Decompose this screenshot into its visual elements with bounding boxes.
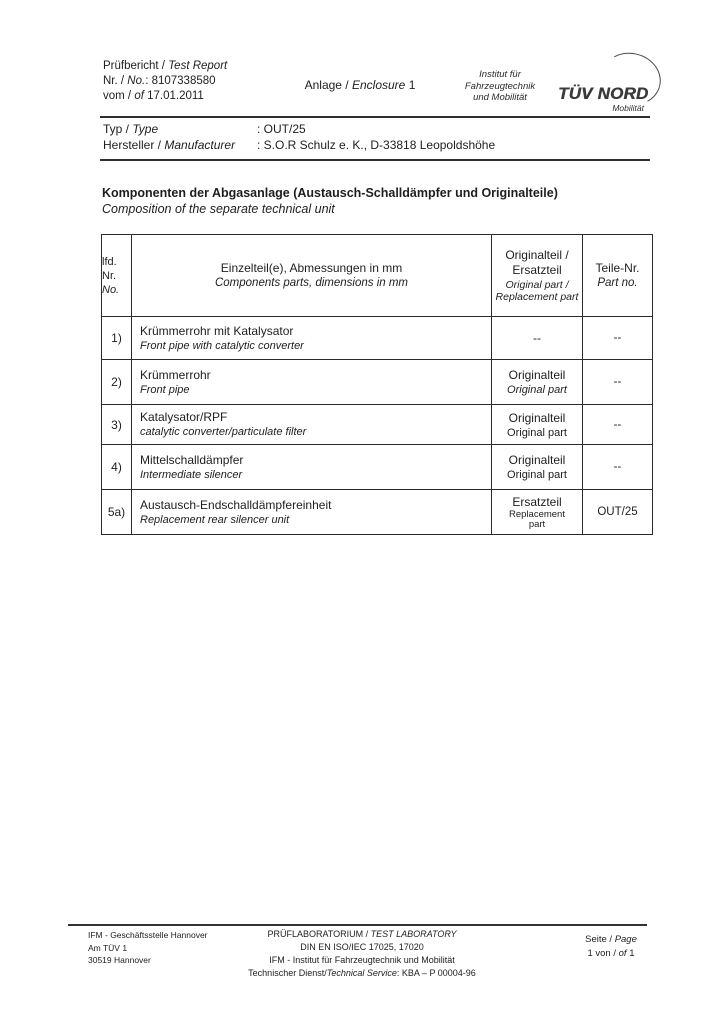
table-row	[102, 360, 653, 405]
tuev-nord-logo	[558, 84, 658, 113]
footer-lab-line2: DIN EN ISO/IEC 17025, 17020	[300, 942, 424, 952]
meta-rule	[100, 159, 650, 161]
section-heading	[102, 186, 558, 217]
manufacturer-row	[103, 138, 495, 154]
institute-line-1: Institut für	[479, 69, 521, 80]
row-part-en: Replacement rear silencer unit	[140, 513, 290, 526]
report-date-label-de: vom /	[103, 90, 135, 102]
row-part-de: Krümmerrohr	[140, 367, 211, 382]
institute-line-2: Fahrzeugtechnik	[464, 80, 536, 92]
footer-lab-line4-de: Technischer Dienst/	[248, 968, 327, 978]
manufacturer-label-en: Manufacturer	[164, 137, 236, 152]
enclosure-label-de: Anlage /	[304, 78, 352, 92]
row-part	[132, 445, 492, 490]
row-number: 4)	[102, 445, 132, 490]
row-number: 3)	[102, 405, 132, 445]
row-part-de: Katalysator/RPF	[140, 410, 228, 424]
header-no-line3: No.	[102, 283, 120, 296]
header-part-en: Components parts, dimensions in mm	[214, 277, 409, 289]
row-kind-en: Original part	[507, 426, 567, 439]
enclosure-label	[250, 78, 470, 92]
row-number: 1)	[102, 317, 132, 360]
report-number-value: : 8107338580	[145, 75, 216, 87]
table-row	[102, 445, 653, 490]
table-row	[102, 490, 653, 535]
logo-wordmark: TÜV NORD	[558, 84, 649, 103]
header-cell-kind	[492, 235, 583, 317]
footer-lab-info	[162, 928, 562, 980]
type-label-en: Type	[132, 122, 159, 136]
table-row	[102, 405, 653, 445]
row-number: 2)	[102, 360, 132, 405]
row-kind-de: Originalteil	[508, 410, 566, 425]
report-title-de: Prüfbericht /	[103, 60, 169, 72]
page-label-en: Page	[614, 934, 637, 945]
page-number-value: 1	[626, 948, 635, 959]
row-number: 5a)	[102, 490, 132, 535]
row-kind	[492, 490, 583, 535]
footer-lab-line4-kba: : KBA – P 00004-96	[396, 968, 476, 978]
report-date	[103, 89, 227, 104]
type-label	[103, 122, 257, 138]
row-part-en: catalytic converter/particulate filter	[140, 426, 307, 438]
manufacturer-value: : S.O.R Schulz e. K., D-33818 Leopoldshöhe	[257, 137, 496, 152]
row-part-en: Intermediate silencer	[140, 468, 243, 481]
footer-lab-line1-de: PRÜFLABORATORIUM /	[267, 929, 371, 939]
row-partno: --	[583, 360, 653, 405]
row-partno: OUT/25	[583, 490, 653, 535]
row-partno: --	[583, 317, 653, 360]
row-part-en: Front pipe with catalytic converter	[140, 339, 304, 352]
row-part	[132, 405, 492, 445]
enclosure-number: 1	[405, 78, 416, 92]
footer-rule	[68, 924, 647, 926]
row-kind-de: Ersatzteil	[512, 494, 562, 509]
footer-page-info	[571, 933, 651, 961]
header-cell-part	[132, 235, 492, 317]
header-part-de: Einzelteil(e), Abmessungen in mm	[220, 261, 403, 275]
footer-lab-line4	[162, 967, 562, 980]
page-number	[571, 947, 651, 961]
type-value: : OUT/25	[257, 122, 306, 136]
row-kind-en: Replacement part	[509, 508, 565, 530]
footer-address-line1: IFM - Geschäftsstelle Hannover	[88, 930, 208, 940]
header-rule	[100, 116, 650, 118]
page-number-de: 1 von /	[587, 948, 619, 959]
report-title	[103, 59, 227, 74]
manufacturer-label	[103, 138, 257, 154]
report-date-label-en: of	[134, 90, 144, 102]
header-partno-en: Part no.	[597, 277, 638, 289]
header-partno-de: Teile-Nr.	[595, 261, 640, 275]
report-number-label-de: Nr. /	[103, 75, 128, 87]
row-kind	[492, 445, 583, 490]
footer-lab-line1-en: TEST LABORATORY	[370, 929, 457, 939]
row-part-de: Austausch-Endschalldämpfereinheit	[140, 497, 332, 512]
row-kind	[492, 405, 583, 445]
header-cell-partno	[583, 235, 653, 317]
row-kind-de: Originalteil	[508, 368, 566, 382]
report-date-value: 17.01.2011	[143, 90, 204, 102]
table-row	[102, 317, 653, 360]
report-number-label-en: No.	[127, 75, 146, 87]
report-info	[103, 59, 227, 104]
page-label	[571, 933, 651, 947]
enclosure-label-en: Enclosure	[351, 78, 406, 92]
type-label-de: Typ /	[103, 122, 133, 136]
type-row	[103, 122, 495, 138]
header-no-line2: Nr.	[102, 269, 117, 282]
header-kind-en: Original part / Replacement part	[495, 279, 579, 303]
row-kind	[492, 360, 583, 405]
table-header-row	[102, 235, 653, 317]
header-kind-de: Originalteil / Ersatzteil	[505, 248, 569, 277]
footer-lab-line4-en: Technical Service	[326, 968, 397, 978]
row-part	[132, 317, 492, 360]
section-heading-en: Composition of the separate technical unit	[102, 201, 335, 216]
header-cell-no	[102, 235, 132, 317]
row-partno: --	[583, 445, 653, 490]
row-part-de: Mittelschalldämpfer	[140, 452, 244, 467]
footer-address-line3: 30519 Hannover	[88, 955, 151, 965]
row-part-de: Krümmerrohr mit Katalysator	[140, 323, 294, 338]
footer-address-line2: Am TÜV 1	[88, 942, 128, 953]
section-heading-de: Komponenten der Abgasanlage (Austausch-Schalldämpfer und Originalteile)	[102, 186, 558, 200]
row-kind	[492, 317, 583, 360]
logo-subtitle: Mobilität	[612, 103, 644, 113]
page-label-de: Seite /	[585, 934, 615, 945]
row-kind-de: Originalteil	[508, 453, 566, 467]
row-part	[132, 490, 492, 535]
institute-line-3: und Mobilität	[473, 92, 527, 103]
footer-lab-line1	[162, 928, 562, 941]
row-partno: --	[583, 405, 653, 445]
report-number	[103, 74, 227, 89]
row-kind-en: Original part	[507, 469, 567, 481]
meta-block	[103, 122, 495, 153]
manufacturer-label-de: Hersteller /	[103, 137, 165, 152]
page-number-of: of	[618, 948, 627, 959]
header-no-line1: lfd.	[102, 255, 117, 268]
row-kind-de: --	[533, 331, 541, 345]
footer-lab-line3: IFM - Institut für Fahrzeugtechnik und Mobilität	[269, 955, 455, 965]
row-part-en: Front pipe	[140, 383, 190, 396]
report-title-en: Test Report	[168, 60, 228, 72]
row-kind-en: Original part	[507, 384, 567, 396]
components-table	[101, 234, 653, 535]
row-part	[132, 360, 492, 405]
institute-name	[452, 69, 548, 104]
